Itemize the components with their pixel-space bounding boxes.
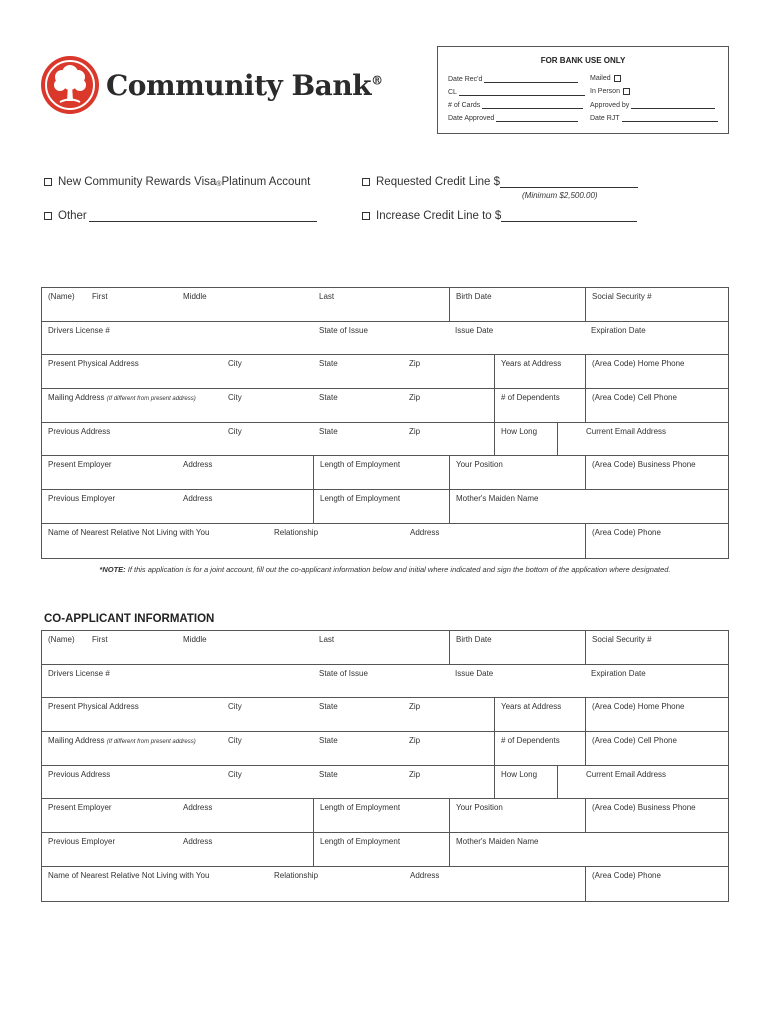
dependents-field[interactable]: # of Dependents — [494, 732, 585, 765]
number-of-cards-field[interactable]: # of Cards — [448, 101, 583, 109]
state-field[interactable]: State — [319, 736, 338, 746]
state-field[interactable]: State — [319, 393, 338, 403]
date-rjt-field[interactable]: Date RJT — [590, 114, 718, 122]
physical-address-row — [42, 355, 728, 389]
city-field[interactable]: City — [228, 702, 242, 712]
relative-phone-field[interactable]: (Area Code) Phone — [585, 867, 728, 901]
zip-field[interactable]: Zip — [409, 736, 421, 746]
zip-field[interactable]: Zip — [409, 393, 421, 403]
logo-wordmark: Community Bank® — [106, 68, 383, 102]
birth-date-field[interactable]: Birth Date — [449, 631, 585, 664]
previous-employer-row — [42, 490, 728, 524]
years-at-address-field[interactable]: Years at Address — [494, 355, 585, 388]
last-name-field[interactable]: Last — [319, 635, 335, 644]
requested-credit-line-option[interactable]: Requested Credit Line $ — [362, 176, 638, 188]
length-of-employment-field[interactable]: Length of Employment — [313, 799, 449, 832]
mailing-address-field[interactable]: Mailing Address (If different from present address) — [48, 736, 196, 746]
minimum-note: (Minimum $2,500.00) — [522, 191, 598, 200]
expiration-date-field[interactable]: Expiration Date — [591, 325, 646, 335]
issue-date-field[interactable]: Issue Date — [455, 668, 494, 678]
present-employer-field[interactable]: Present Employer — [48, 803, 112, 813]
physical-address-field[interactable]: Present Physical Address — [48, 359, 139, 369]
nearest-relative-field[interactable]: Name of Nearest Relative Not Living with You — [48, 870, 210, 880]
checkbox-icon — [44, 178, 52, 186]
physical-address-row — [42, 698, 728, 732]
position-field[interactable]: Your Position — [449, 799, 585, 832]
state-field[interactable]: State — [319, 426, 338, 436]
mailing-address-row — [42, 732, 728, 766]
birth-date-field[interactable]: Birth Date — [449, 288, 585, 321]
ssn-field[interactable]: Social Security # — [585, 288, 728, 321]
previous-employer-field[interactable]: Previous Employer — [48, 494, 116, 504]
length-of-employment-field[interactable]: Length of Employment — [313, 456, 449, 489]
city-field[interactable]: City — [228, 359, 242, 369]
state-field[interactable]: State — [319, 769, 338, 779]
other-option[interactable]: Other — [44, 210, 317, 222]
previous-employer-field[interactable]: Previous Employer — [48, 837, 116, 847]
checkbox-icon — [614, 75, 621, 82]
name-field[interactable]: (Name) First Middle — [48, 635, 207, 644]
business-phone-field[interactable]: (Area Code) Business Phone — [585, 799, 728, 832]
other-input-line[interactable] — [89, 210, 317, 222]
zip-field[interactable]: Zip — [409, 702, 421, 712]
relationship-field[interactable]: Relationship — [274, 870, 319, 880]
previous-length-of-employment-field[interactable]: Length of Employment — [313, 490, 449, 523]
nearest-relative-row — [42, 867, 728, 901]
home-phone-field[interactable]: (Area Code) Home Phone — [585, 355, 728, 388]
checkbox-icon — [44, 212, 52, 220]
community-bank-logo — [40, 55, 383, 115]
state-field[interactable]: State — [319, 702, 338, 712]
email-field[interactable]: Current Email Address — [557, 766, 728, 799]
employer-address-field[interactable]: Address — [183, 460, 213, 470]
zip-field[interactable]: Zip — [409, 769, 421, 779]
joint-account-note: *NOTE: If this application is for a joint account, fill out the co-applicant information below and initial where indicated and sign the bottom of the application where designated. — [99, 565, 671, 574]
state-of-issue-field[interactable]: State of Issue — [319, 668, 368, 678]
previous-address-field[interactable]: Previous Address — [48, 426, 111, 436]
present-employer-field[interactable]: Present Employer — [48, 460, 112, 470]
tree-logo-icon — [40, 55, 100, 115]
home-phone-field[interactable]: (Area Code) Home Phone — [585, 698, 728, 731]
previous-address-row — [42, 766, 728, 800]
previous-address-field[interactable]: Previous Address — [48, 769, 111, 779]
present-employer-row — [42, 799, 728, 833]
relationship-field[interactable]: Relationship — [274, 527, 319, 537]
credit-line-field[interactable]: CL — [448, 88, 585, 96]
mothers-maiden-name-field[interactable]: Mother's Maiden Name — [449, 833, 728, 866]
date-received-field[interactable]: Date Rec'd — [448, 75, 578, 83]
previous-employer-address-field[interactable]: Address — [183, 837, 213, 847]
mothers-maiden-name-field[interactable]: Mother's Maiden Name — [449, 490, 728, 523]
license-row — [42, 322, 728, 356]
cell-phone-field[interactable]: (Area Code) Cell Phone — [585, 732, 728, 765]
mailing-address-field[interactable]: Mailing Address (If different from present address) — [48, 393, 196, 403]
expiration-date-field[interactable]: Expiration Date — [591, 668, 646, 678]
bank-use-box — [437, 46, 729, 134]
city-field[interactable]: City — [228, 769, 242, 779]
last-name-field[interactable]: Last — [319, 292, 335, 301]
state-field[interactable]: State — [319, 359, 338, 369]
co-applicant-heading: CO-APPLICANT INFORMATION — [44, 613, 215, 625]
in-person-checkbox[interactable]: In Person — [590, 88, 630, 95]
zip-field[interactable]: Zip — [409, 426, 421, 436]
checkbox-icon — [623, 88, 630, 95]
mailing-address-row — [42, 389, 728, 423]
ssn-field[interactable]: Social Security # — [585, 631, 728, 664]
state-of-issue-field[interactable]: State of Issue — [319, 325, 368, 335]
new-account-option[interactable]: New Community Rewards Visa $_®$ Platinum Account — [44, 176, 310, 188]
employer-address-field[interactable]: Address — [183, 803, 213, 813]
increase-credit-line-option[interactable]: Increase Credit Line to $ — [362, 210, 637, 222]
email-field[interactable]: Current Email Address — [557, 423, 728, 456]
city-field[interactable]: City — [228, 393, 242, 403]
relative-address-field[interactable]: Address — [410, 527, 440, 537]
how-long-field[interactable]: How Long — [494, 766, 557, 799]
zip-field[interactable]: Zip — [409, 359, 421, 369]
name-row — [42, 631, 728, 665]
physical-address-field[interactable]: Present Physical Address — [48, 702, 139, 712]
years-at-address-field[interactable]: Years at Address — [494, 698, 585, 731]
bank-use-title: FOR BANK USE ONLY — [540, 56, 626, 65]
mailed-checkbox[interactable]: Mailed — [590, 75, 621, 82]
drivers-license-field[interactable]: Drivers License # — [48, 668, 110, 678]
previous-address-row — [42, 423, 728, 457]
checkbox-icon — [362, 212, 370, 220]
issue-date-field[interactable]: Issue Date — [455, 325, 494, 335]
name-row — [42, 288, 728, 322]
checkbox-icon — [362, 178, 370, 186]
drivers-license-field[interactable]: Drivers License # — [48, 325, 110, 335]
license-row — [42, 665, 728, 699]
increase-credit-amount-line[interactable] — [501, 210, 637, 222]
dependents-field[interactable]: # of Dependents — [494, 389, 585, 422]
nearest-relative-row — [42, 524, 728, 558]
city-field[interactable]: City — [228, 736, 242, 746]
nearest-relative-field[interactable]: Name of Nearest Relative Not Living with You — [48, 527, 210, 537]
present-employer-row — [42, 456, 728, 490]
previous-employer-address-field[interactable]: Address — [183, 494, 213, 504]
position-field[interactable]: Your Position — [449, 456, 585, 489]
applicant-table — [41, 287, 729, 559]
relative-phone-field[interactable]: (Area Code) Phone — [585, 524, 728, 558]
previous-length-of-employment-field[interactable]: Length of Employment — [313, 833, 449, 866]
how-long-field[interactable]: How Long — [494, 423, 557, 456]
requested-credit-amount-line[interactable] — [500, 176, 638, 188]
name-field[interactable]: (Name) First Middle — [48, 292, 207, 301]
relative-address-field[interactable]: Address — [410, 870, 440, 880]
previous-employer-row — [42, 833, 728, 867]
date-approved-field[interactable]: Date Approved — [448, 114, 578, 122]
cell-phone-field[interactable]: (Area Code) Cell Phone — [585, 389, 728, 422]
city-field[interactable]: City — [228, 426, 242, 436]
co-applicant-table — [41, 630, 729, 902]
business-phone-field[interactable]: (Area Code) Business Phone — [585, 456, 728, 489]
approved-by-field[interactable]: Approved by — [590, 101, 715, 109]
